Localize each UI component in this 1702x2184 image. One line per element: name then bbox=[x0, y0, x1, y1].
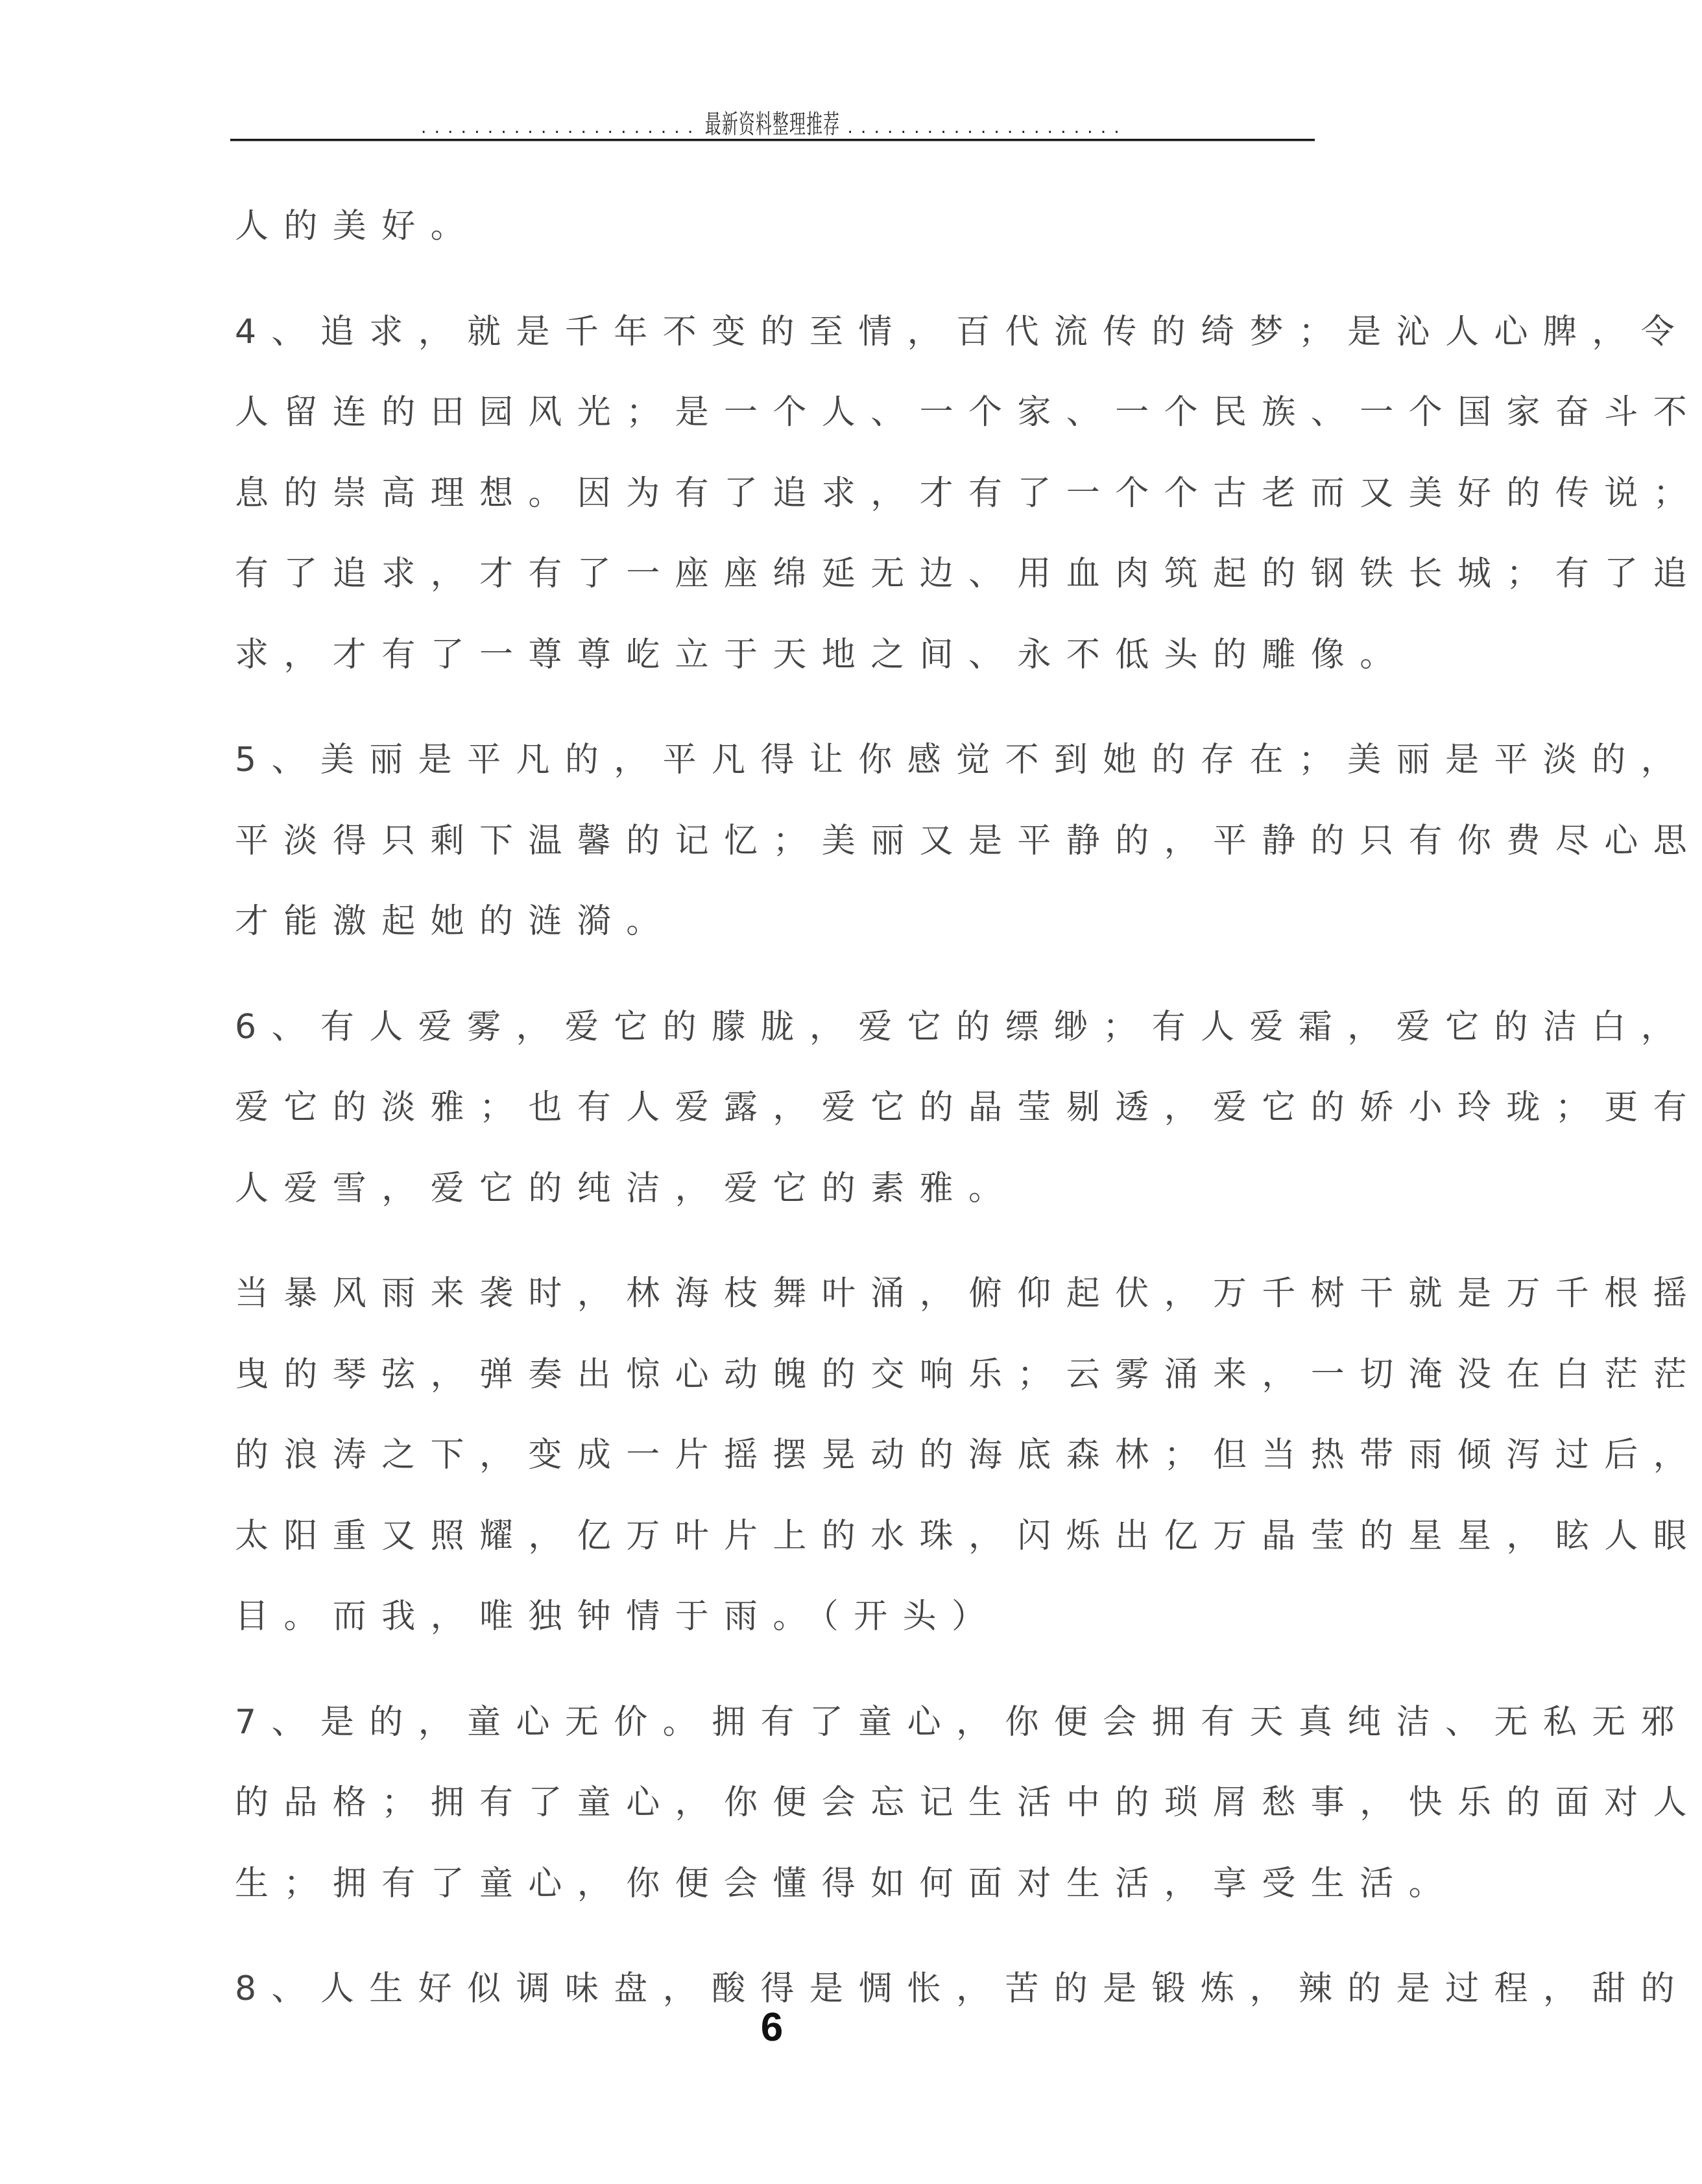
header-title: 最新资料整理推荐 bbox=[704, 110, 841, 139]
text-line: 目。而我，唯独钟情于雨。（开头） bbox=[235, 1597, 1001, 1636]
header-dots-right: ..................... bbox=[846, 121, 1126, 137]
text-line: 7、是的，童心无价。拥有了童心，你便会拥有天真纯洁、无私无邪 bbox=[235, 1702, 1690, 1742]
text-line: 太阳重又照耀，亿万叶片上的水珠，闪烁出亿万晶莹的星星，眩人眼 bbox=[235, 1516, 1702, 1556]
text-line: 4、追求，就是千年不变的至情，百代流传的绮梦；是沁人心脾，令 bbox=[235, 312, 1690, 351]
header-rule bbox=[230, 139, 1315, 141]
paragraph-item-6 bbox=[235, 987, 1702, 1229]
text-line: 人的美好。 bbox=[235, 207, 480, 246]
text-line: 8、人生好似调味盘，酸得是惆怅，苦的是锻炼，辣的是过程，甜的 bbox=[235, 1969, 1690, 2008]
text-line: 的浪涛之下，变成一片摇摆晃动的海底森林；但当热带雨倾泻过后， bbox=[235, 1436, 1702, 1475]
paragraph-continuation bbox=[235, 186, 1337, 267]
text-line: 的品格；拥有了童心，你便会忘记生活中的琐屑愁事，快乐的面对人 bbox=[235, 1783, 1702, 1822]
paragraph-rain-opening bbox=[235, 1253, 1702, 1657]
header-dots-left: ..................... bbox=[419, 121, 699, 137]
text-line: 6、有人爱雾，爱它的朦胧，爱它的缥缈；有人爱霜，爱它的洁白， bbox=[235, 1007, 1690, 1047]
text-line: 人留连的田园风光；是一个人、一个家、一个民族、一个国家奋斗不 bbox=[235, 393, 1702, 432]
text-line: 曳的琴弦，弹奏出惊心动魄的交响乐；云雾涌来，一切淹没在白茫茫 bbox=[235, 1355, 1702, 1394]
text-line: 生；拥有了童心，你便会懂得如何面对生活，享受生活。 bbox=[235, 1864, 1458, 1903]
text-line: 求，才有了一尊尊屹立于天地之间、永不低头的雕像。 bbox=[235, 635, 1409, 674]
paragraph-item-7 bbox=[235, 1682, 1702, 1925]
text-line: 人爱雪，爱它的纯洁，爱它的素雅。 bbox=[235, 1169, 1018, 1208]
header-text-line bbox=[230, 112, 1315, 142]
text-line: 当暴风雨来袭时，林海枝舞叶涌，俯仰起伏，万千树干就是万千根摇 bbox=[235, 1274, 1702, 1313]
document-body bbox=[235, 186, 1702, 2054]
paragraph-item-4 bbox=[235, 292, 1702, 696]
text-line: 息的崇高理想。因为有了追求，才有了一个个古老而又美好的传说； bbox=[235, 473, 1702, 513]
paragraph-item-5 bbox=[235, 720, 1702, 962]
text-line: 才能激起她的涟漪。 bbox=[235, 902, 675, 941]
text-line: 爱它的淡雅；也有人爱露，爱它的晶莹剔透，爱它的娇小玲珑；更有 bbox=[235, 1088, 1702, 1127]
text-line: 平淡得只剩下温馨的记忆；美丽又是平静的，平静的只有你费尽心思 bbox=[235, 821, 1702, 861]
page-header bbox=[230, 104, 1315, 140]
text-line: 有了追求，才有了一座座绵延无边、用血肉筑起的钢铁长城；有了追 bbox=[235, 554, 1702, 593]
text-line: 5、美丽是平凡的，平凡得让你感觉不到她的存在；美丽是平淡的， bbox=[235, 741, 1690, 779]
page-number: 6 bbox=[760, 2005, 784, 2050]
